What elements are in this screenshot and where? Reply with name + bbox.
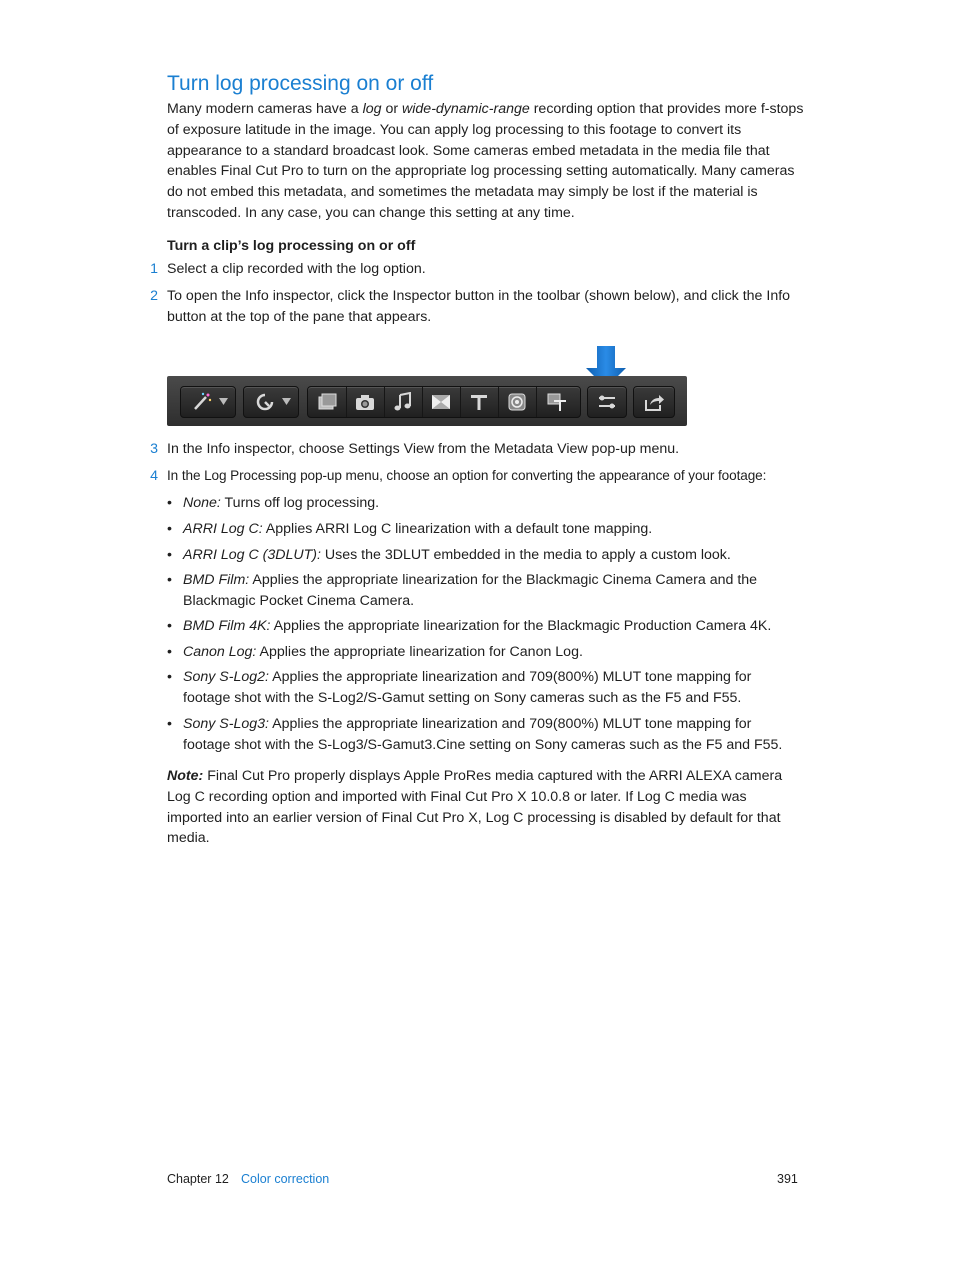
magic-wand-icon (191, 392, 213, 412)
fcp-toolbar (167, 376, 687, 426)
bullet-mark: • (167, 669, 172, 685)
photo-browser-button[interactable] (308, 387, 347, 417)
intro-text-3: recording option that provides more f-stops of exposure latitude in the image. You can apply log processing to this footage to convert its appearance to a standard broadcast look. Some cameras embed metadata in the media file that enables Final Cut Pro to turn on the appropriate log processing setting automatically. Many cameras do not embed this metadata, and sometimes the metadata may simply be lost if the material is transcoded. In any case, you can change this setting at any time. (167, 101, 804, 221)
option-term: Canon Log: (183, 644, 257, 660)
option-term: BMD Film: (183, 572, 250, 588)
camera-button[interactable] (346, 387, 385, 417)
generators-button[interactable] (498, 387, 537, 417)
option-description: Turns off log processing. (220, 495, 380, 511)
option-description: Applies the appropriate linearization and 709(800%) MLUT tone mapping for footage shot with the S-Log2/S-Gamut setting on Sony cameras such as the F5 and F55. (183, 669, 752, 706)
bullet-mark: • (167, 495, 172, 511)
inspector-icon (596, 392, 618, 412)
footer-section-link[interactable]: Color correction (241, 1172, 330, 1186)
option-term: ARRI Log C: (183, 521, 263, 537)
intro-term-log: log (362, 101, 382, 117)
music-icon (392, 392, 414, 412)
section-heading: Turn log processing on or off (167, 72, 434, 95)
note-text: Final Cut Pro properly displays Apple ProRes media captured with the ARRI ALEXA camera Log C recording option and imported with Final Cut Pro X 10.0.8 or later. If Log C media was imported into an earlier version of Final Cut Pro X, Log C processing is disabled by default for that media. (167, 768, 783, 847)
option-description: Applies the appropriate linearization and 709(800%) MLUT tone mapping for footage shot with the S-Log3/S-Gamut3.Cine setting on Sony cameras such as the F5 and F55. (183, 716, 783, 753)
music-button[interactable] (384, 387, 423, 417)
bullet-mark: • (167, 644, 172, 660)
intro-term-wdr: wide-dynamic-range (402, 101, 530, 117)
retime-icon (254, 392, 276, 412)
bullet-mark: • (167, 572, 172, 588)
share-icon (643, 392, 665, 412)
intro-text-1: Many modern cameras have a (167, 101, 363, 117)
intro-paragraph (167, 99, 807, 224)
themes-icon (546, 392, 568, 412)
option-description: Uses the 3DLUT embedded in the media to apply a custom look. (320, 547, 731, 563)
chevron-down-icon (282, 398, 291, 405)
chevron-down-icon (219, 398, 228, 405)
step-text: To open the Info inspector, click the Inspector button in the toolbar (shown below), and click the Info button at the top of the pane that appears. (167, 288, 791, 325)
enhancements-button[interactable] (180, 386, 236, 418)
titles-icon (468, 392, 490, 412)
themes-button[interactable] (536, 387, 579, 417)
retime-button[interactable] (243, 386, 299, 418)
option-description: Applies ARRI Log C linearization with a default tone mapping. (262, 521, 653, 537)
task-subheading: Turn a clip’s log processing on or off (167, 238, 416, 254)
option-term: BMD Film 4K: (183, 618, 271, 634)
option-description: Applies the appropriate linearization for Canon Log. (256, 644, 583, 660)
inspector-button[interactable] (587, 386, 627, 418)
option-term: Sony S-Log2: (183, 669, 269, 685)
titles-button[interactable] (460, 387, 499, 417)
option-description: Applies the appropriate linearization for the Blackmagic Cinema Camera and the Blackmagic Pocket Cinema Camera. (183, 572, 758, 609)
step-number: 2 (150, 288, 158, 304)
photo-browser-icon (316, 392, 338, 412)
bullet-mark: • (167, 618, 172, 634)
option-term: None: (183, 495, 221, 511)
bullet-mark: • (167, 521, 172, 537)
option-term: ARRI Log C (3DLUT): (183, 547, 321, 563)
option-term: Sony S-Log3: (183, 716, 269, 732)
step-number: 3 (150, 441, 158, 457)
step-text: Select a clip recorded with the log option. (167, 261, 426, 277)
camera-icon (354, 392, 376, 412)
step-number: 4 (150, 468, 158, 484)
footer-chapter: Chapter 12 (167, 1172, 229, 1186)
step-text: In the Log Processing pop-up menu, choose an option for converting the appearance of your footage: (167, 468, 767, 483)
step-text: In the Info inspector, choose Settings View from the Metadata View pop-up menu. (167, 441, 680, 457)
bullet-mark: • (167, 716, 172, 732)
intro-text-2: or (381, 101, 403, 117)
transitions-button[interactable] (422, 387, 461, 417)
share-button[interactable] (633, 386, 675, 418)
generators-icon (506, 392, 528, 412)
page-number: 391 (777, 1172, 798, 1186)
transitions-icon (430, 392, 452, 412)
step-number: 1 (150, 261, 158, 277)
bullet-mark: • (167, 547, 172, 563)
note-paragraph (167, 766, 797, 849)
option-description: Applies the appropriate linearization for the Blackmagic Production Camera 4K. (270, 618, 772, 634)
browser-buttons-group (307, 386, 581, 418)
note-label: Note: (167, 768, 204, 784)
